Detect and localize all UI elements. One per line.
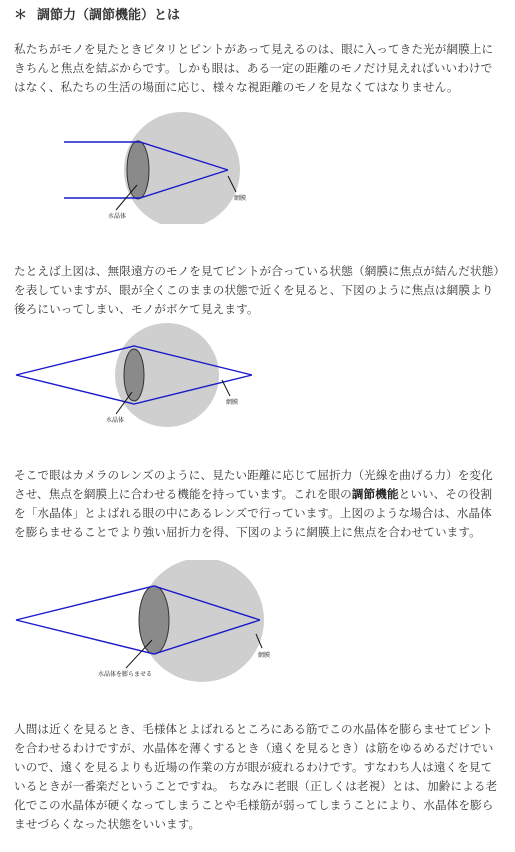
retina-label: 網膜	[258, 652, 271, 659]
paragraph-out-of-focus: たとえば上図は、無限遠方のモノを見てピントが合っている状態（網膜に焦点が結んだ状態）を表していますが、眼が全くこのままの状態で近くを見ると、下図のように焦点は網膜より後ろにいってしまい、モノがボケて見えます。	[14, 264, 500, 316]
lens-pointer-line	[126, 640, 152, 668]
retina-label: 網膜	[234, 195, 247, 202]
paragraph-text: といい、その役割を「水晶体」とよばれる眼の中にあるレンズで行っています。上図のような場合は、水晶体を膨らませることでより強い屈折力を得、下図のように網膜上に焦点を合わせています。	[14, 487, 493, 539]
eye-diagram-lens-thickened	[12, 560, 282, 684]
lens-label: 水晶体を膨らませる	[98, 671, 153, 678]
accommodation-term: 調節機能	[351, 487, 399, 501]
lens-label: 水晶体	[108, 213, 127, 220]
eye-diagram-distant-focus	[60, 110, 250, 224]
asterisk-bullet: ＊	[14, 8, 28, 23]
eye-diagram-near-blurred	[12, 322, 260, 430]
retina-label: 網膜	[226, 399, 239, 406]
paragraph-accommodation	[14, 466, 502, 542]
section-heading	[14, 4, 180, 23]
section-title: 調節力（調節機能）とは	[37, 8, 181, 23]
retina-pointer-line	[222, 380, 230, 396]
lens-shape	[127, 141, 149, 199]
paragraph-text: そこで眼はカメラのレンズのように、見たい距離に応じて屈折力（光線を曲げる力）を変化させ、焦点を網膜上に合わせる機能を持っています。これを眼の	[14, 468, 493, 501]
lens-shape	[139, 586, 169, 654]
lens-label: 水晶体	[106, 417, 125, 424]
paragraph-presbyopia: 人間は近くを見るとき、毛様体とよばれるところにある筋でこの水晶体を膨らませてピントを合わせるわけですが、水晶体を薄くするとき（遠くを見るとき）は筋をゆるめるだけでいいので、遠くを見るよりも近場の作業の方が眼が疲れるわけです。すなわち人は遠くを見ているときが一番楽だということですね。 ちなみに老眼（正しくは老視）とは、加齢による老化でこの水晶体が硬くなってしまうことや毛様筋が弱ってしまうことにより、水晶体を膨らませづらくなった状態をいいます。	[14, 722, 498, 831]
lens-shape	[124, 349, 144, 401]
paragraph-intro: 私たちがモノを見たときピタリとピントがあって見えるのは、眼に入ってきた光が網膜上にきちんと焦点を結ぶからです。しかも眼は、ある一定の距離のモノだけ見えればいいわけではなく、私たちの生活の場面に応じ、様々な視距離のモノを見なくてはなりません。	[14, 42, 494, 94]
